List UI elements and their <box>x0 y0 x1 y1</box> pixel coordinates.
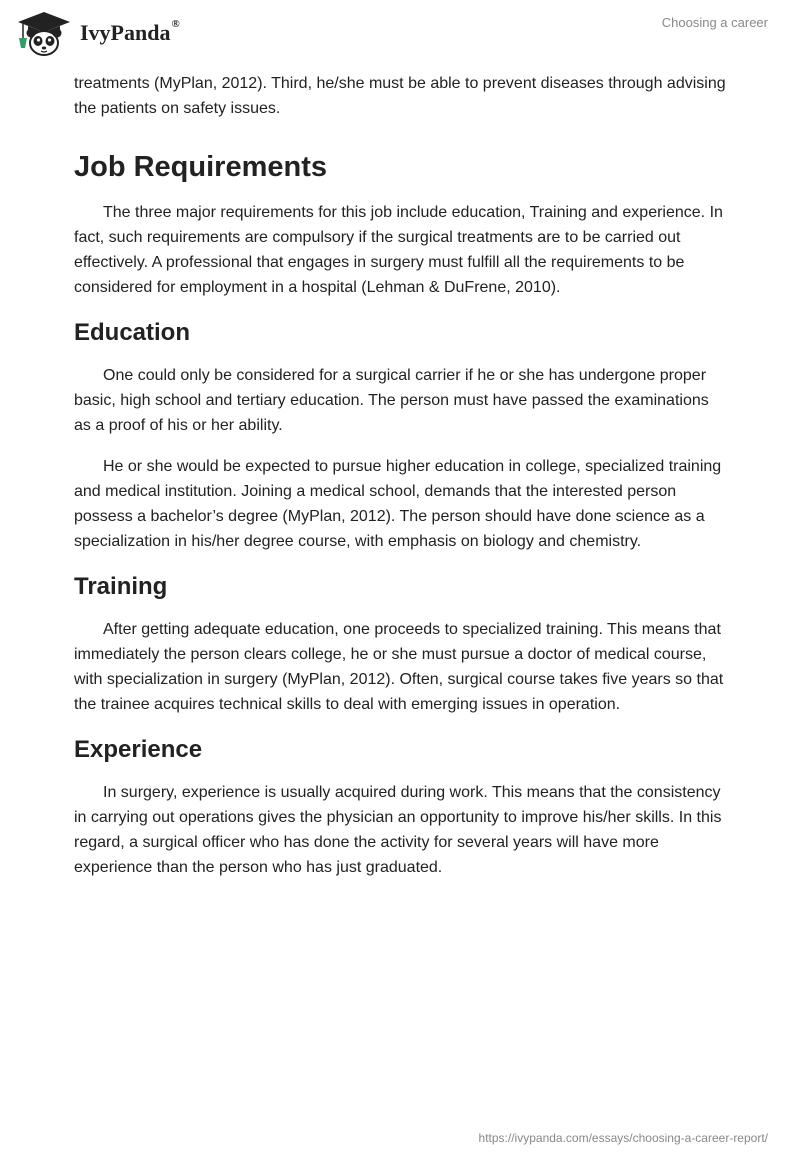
page-header <box>0 0 800 70</box>
intro-paragraph: treatments (MyPlan, 2012). Third, he/she must be able to prevent diseases through advising the patients on safety issues. <box>74 75 726 117</box>
essay-content <box>74 71 726 880</box>
training-heading: Training <box>74 573 168 600</box>
requirements-paragraph: The three major requirements for this job include education, Training and experience. In fact, such requirements are compulsory if the surgical treatments are to be carried out effectively. A professional that engages in surgery must fulfill all the requirements to be considered for employment in a hospital (Lehman & DuFrene, 2010). <box>74 204 723 296</box>
training-paragraph: After getting adequate education, one proceeds to specialized training. This means that immediately the person clears college, he or she must pursue a doctor of medical course, with specialization in surgery (MyPlan, 2012). Often, surgical course takes five years so that the trainee acquires technical skills to deal with emerging issues in operation. <box>74 621 724 713</box>
panda-graduation-cap-icon[interactable] <box>14 8 76 58</box>
education-heading: Education <box>74 319 191 346</box>
experience-heading: Experience <box>74 736 203 763</box>
document-title: Choosing a career <box>661 15 768 30</box>
job-requirements-heading: Job Requirements <box>74 151 327 183</box>
education-paragraph-2: He or she would be expected to pursue higher education in college, specialized training and medical institution. Joining a medical school, demands that the interested person possess a bachelor’s degree (MyPlan, 2012). The person should have done science as a specialization in his/her degree course, with emphasis on biology and chemistry. <box>74 458 722 550</box>
education-paragraph-1: One could only be considered for a surgical carrier if he or she has undergone proper basic, high school and tertiary education. The person must have passed the examinations as a proof of his or her ability. <box>74 367 709 434</box>
brand-logo-text[interactable] <box>80 20 180 46</box>
source-url-link[interactable]: https://ivypanda.com/essays/choosing-a-career-report/ <box>478 1131 768 1145</box>
brand-registered-mark: ® <box>171 18 180 30</box>
brand-name: IvyPanda <box>80 20 171 45</box>
experience-paragraph: In surgery, experience is usually acquired during work. This means that the consistency in carrying out operations gives the physician an opportunity to improve his/her skills. In this regard, a surgical officer who has done the activity for several years will have more experience than the person who has just graduated. <box>74 784 722 876</box>
